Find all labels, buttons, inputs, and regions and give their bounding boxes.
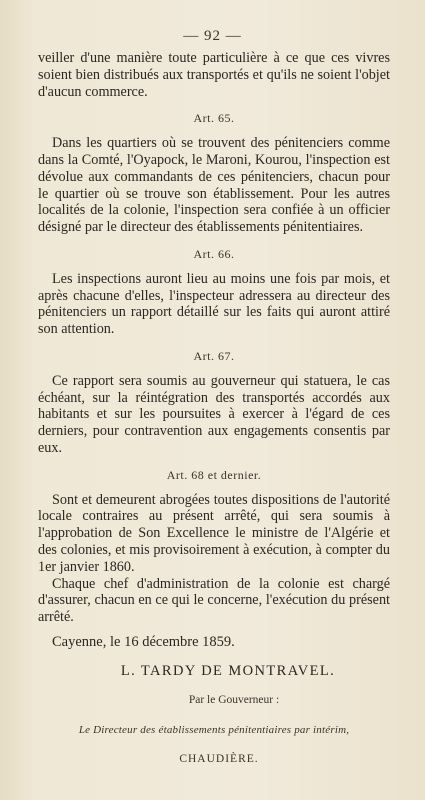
document-body xyxy=(38,50,390,768)
article-65-text: Dans les quartiers où se trouvent des pénitenciers comme dans la Comté, l'Oyapock, le Maroni, Kourou, l'inspection est dévolue aux commandants de ces pénitenciers, chacun pour le quartier où se trouve son établissement. Pour les autres localités de la colonie, l'inspection sera confiée à un officier désigné par le directeur des établissements pénitentiaires. xyxy=(38,135,390,236)
page-number: — 92 — xyxy=(183,28,242,44)
article-65-heading: Art. 65. xyxy=(193,111,235,126)
director-title: Le Directeur des établissements pénitentiaires par intérim, xyxy=(78,724,350,737)
place-date: Cayenne, le 16 décembre 1859. xyxy=(52,633,235,650)
article-66-text: Les inspections auront lieu au moins une fois par mois, et après chacune d'elles, l'inspecteur adressera au directeur des pénitenciers un rapport détaillé sur les faits qui auront attiré son attention. xyxy=(38,270,390,338)
par-le-gouverneur: Par le Gouverneur : xyxy=(188,693,280,706)
intro-paragraph: veiller d'une manière toute particulière à ce que ces vivres soient bien distribués aux transportés et qu'ils ne soient l'objet d'aucun commerce. xyxy=(38,50,390,100)
signer-name: L. TARDY DE MONTRAVEL. xyxy=(120,662,336,679)
director-name: CHAUDIÈRE. xyxy=(179,753,259,766)
article-66-heading: Art. 66. xyxy=(193,246,235,261)
article-67-heading: Art. 67. xyxy=(193,348,235,363)
article-67-text: Ce rapport sera soumis au gouverneur qui statuera, le cas échéant, sur la réintégration des transportés accordés aux habitants et sur les poursuites à exercer à l'égard de ces derniers, pour contravention aux engagements consentis par eux. xyxy=(38,372,390,456)
article-68-heading: Art. 68 et dernier. xyxy=(166,467,262,482)
article-68-text-1: Sont et demeurent abrogées toutes dispositions de l'autorité locale contraires au présent arrêté, qui sera soumis à l'approbation de Son Excellence le ministre de l'Algérie et des colonies, et mis provisoirement à exécution, à compter du 1er janvier 1860. xyxy=(38,491,390,575)
article-68-text-2: Chaque chef d'administration de la colonie est chargé d'assurer, chacun en ce qui le concerne, l'exécution du présent arrêté. xyxy=(38,575,390,626)
